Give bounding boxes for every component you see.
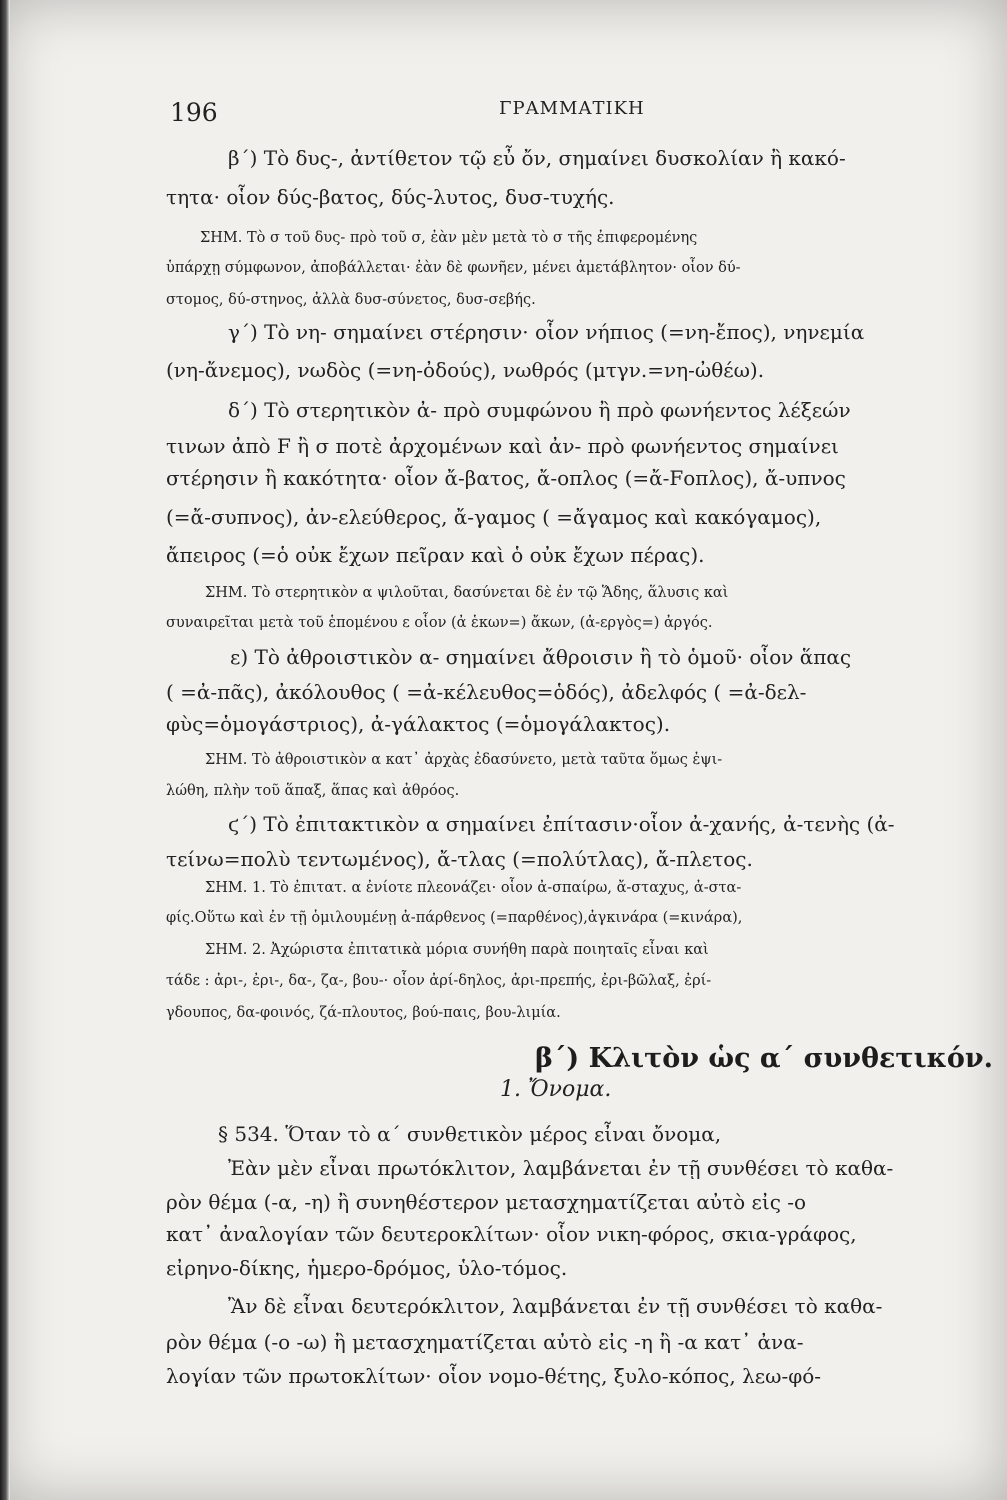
note-line: ΣΗΜ. Τὸ ἀθροιστικὸν α κατ᾽ ἀρχὰς ἐδασύνετο, μετὰ ταῦτα ὅμως ἐψι- [205,752,723,768]
text-line: εἰρηνο-δίκης, ἡμερο-δρόμος, ὑλο-τόμος. [166,1256,568,1280]
note-line: ΣΗΜ. 2. Ἀχώριστα ἐπιτατικὰ μόρια συνήθη παρὰ ποιηταῖς εἶναι καὶ [205,942,709,958]
text-line: ρὸν θέμα (-ο -ω) ἢ μετασχηματίζεται αὐτὸ εἰς -η ἢ -α κατ᾽ ἀνα- [166,1330,804,1354]
text-line: (=ἄ-συπνος), ἀν-ελεύθερος, ἄ-γαμος ( =ἄγαμος καὶ κακόγαμος), [166,505,822,529]
text-line: Ἂν δὲ εἶναι δευτερόκλιτον, λαμβάνεται ἐν τῇ συνθέσει τὸ καθα- [228,1294,883,1318]
subheading: 1. Ὄνομα. [500,1077,612,1102]
text-line: ε) Τὸ ἀθροιστικὸν α- σημαίνει ἄθροισιν ἢ τὸ ὁμοῦ· οἷον ἅπας [230,645,852,669]
note-line: ὑπάρχῃ σύμφωνον, ἀποβάλλεται· ἐὰν δὲ φωνῆεν, μένει ἀμετάβλητον· οἷον δύ- [166,260,741,276]
text-line: στέρησιν ἢ κακότητα· οἷον ἄ-βατος, ἄ-οπλος (=ἄ-Fοπλος), ἄ-υπνος [166,466,846,490]
text-line: τείνω=πολὺ τεντωμένος), ἄ-τλας (=πολύτλας), ἄ-πλετος. [166,847,753,871]
text-line: ( =ἀ-πᾶς), ἀκόλουθος ( =ἀ-κέλευθος=ὁδός), ἀδελφός ( =ἀ-δελ- [166,680,807,704]
text-line: δ´) Τὸ στερητικὸν ἀ- πρὸ συμφώνου ἢ πρὸ φωνήεντος λέξεών [228,398,851,422]
section-heading: β´) Κλιτὸν ὡς α´ συνθετικόν. [535,1043,994,1074]
text-line: τητα· οἷον δύς-βατος, δύς-λυτος, δυσ-τυχής. [166,185,615,209]
note-line: τάδε : ἀρι-, ἐρι-, δα-, ζα-, βου-· οἷον ἀρί-δηλος, ἀρι-πρεπής, ἐρι-βῶλαξ, ἐρί- [166,973,712,989]
note-line: ΣΗΜ. Τὸ σ τοῦ δυς- πρὸ τοῦ σ, ἐὰν μὲν μετὰ τὸ σ τῆς ἐπιφερομένης [200,230,698,246]
note-line: ΣΗΜ. Τὸ στερητικὸν α ψιλοῦται, δασύνεται δὲ ἐν τῷ Ἅδης, ἅλυσις καὶ [205,585,729,601]
note-line: λώθη, πλὴν τοῦ ἅπαξ, ἅπας καὶ ἀθρόος. [166,783,460,799]
text-line: ἄπειρος (=ὁ οὐκ ἔχων πεῖραν καὶ ὁ οὐκ ἔχων πέρας). [166,543,705,567]
text-line: γ´) Τὸ νη- σημαίνει στέρησιν· οἷον νήπιος (=νη-ἔπος), νηνεμία [228,320,865,344]
note-line: ΣΗΜ. 1. Τὸ ἐπιτατ. α ἐνίοτε πλεονάζει· οἷον ἀ-σπαίρω, ἄ-σταχυς, ἀ-στα- [205,880,742,896]
text-line: β´) Τὸ δυς-, ἀντίθετον τῷ εὖ ὄν, σημαίνει δυσκολίαν ἢ κακό- [228,146,846,170]
paragraph-start: § 534. Ὅταν τὸ α´ συνθετικὸν μέρος εἶναι ὄνομα, [218,1122,722,1146]
text-line: ϛ´) Τὸ ἐπιτακτικὸν α σημαίνει ἐπίτασιν·οἷον ἀ-χανής, ἀ-τενὴς (ἀ- [228,812,895,836]
text-line: τινων ἀπὸ F ἢ σ ποτὲ ἀρχομένων καὶ ἀν- πρὸ φωνήεντος σημαίνει [166,434,839,458]
running-title: ΓΡΑΜΜΑΤΙΚΗ [499,98,645,119]
text-line: ρὸν θέμα (-α, -η) ἢ συνηθέστερον μετασχηματίζεται αὐτὸ εἰς -ο [166,1190,807,1214]
text-line: φὺς=ὁμογάστριος), ἀ-γάλακτος (=ὁμογάλακτος). [166,712,671,736]
scan-edge-shadow [0,0,10,1500]
note-line: συναιρεῖται μετὰ τοῦ ἑπομένου ε οἷον (ἀ ἑκων=) ἄκων, (ἀ-εργὸς=) ἀργός. [166,615,713,631]
note-line: γδουπος, δα-φοινός, ζά-πλουτος, βού-παις, βου-λιμία. [166,1005,561,1021]
text-line: λογίαν τῶν πρωτοκλίτων· οἷον νομο-θέτης, ξυλο-κόπος, λεω-φό- [166,1364,821,1388]
note-line: στομος, δύ-στηνος, ἀλλὰ δυσ-σύνετος, δυσ-σεβής. [166,292,536,308]
text-line: (νη-ἄνεμος), νωδὸς (=νη-ὀδούς), νωθρός (μτγν.=νη-ὠθέω). [166,358,765,382]
note-line: φίς.Οὕτω καὶ ἐν τῇ ὁμιλουμένῃ ἀ-πάρθενος (=παρθένος),ἀγκινάρα (=κινάρα), [166,910,743,926]
text-line: Ἐὰν μὲν εἶναι πρωτόκλιτον, λαμβάνεται ἐν τῇ συνθέσει τὸ καθα- [228,1156,894,1180]
page-number: 196 [170,98,218,127]
text-line: κατ᾽ ἀναλογίαν τῶν δευτεροκλίτων· οἷον νικη-φόρος, σκια-γράφος, [166,1222,857,1246]
